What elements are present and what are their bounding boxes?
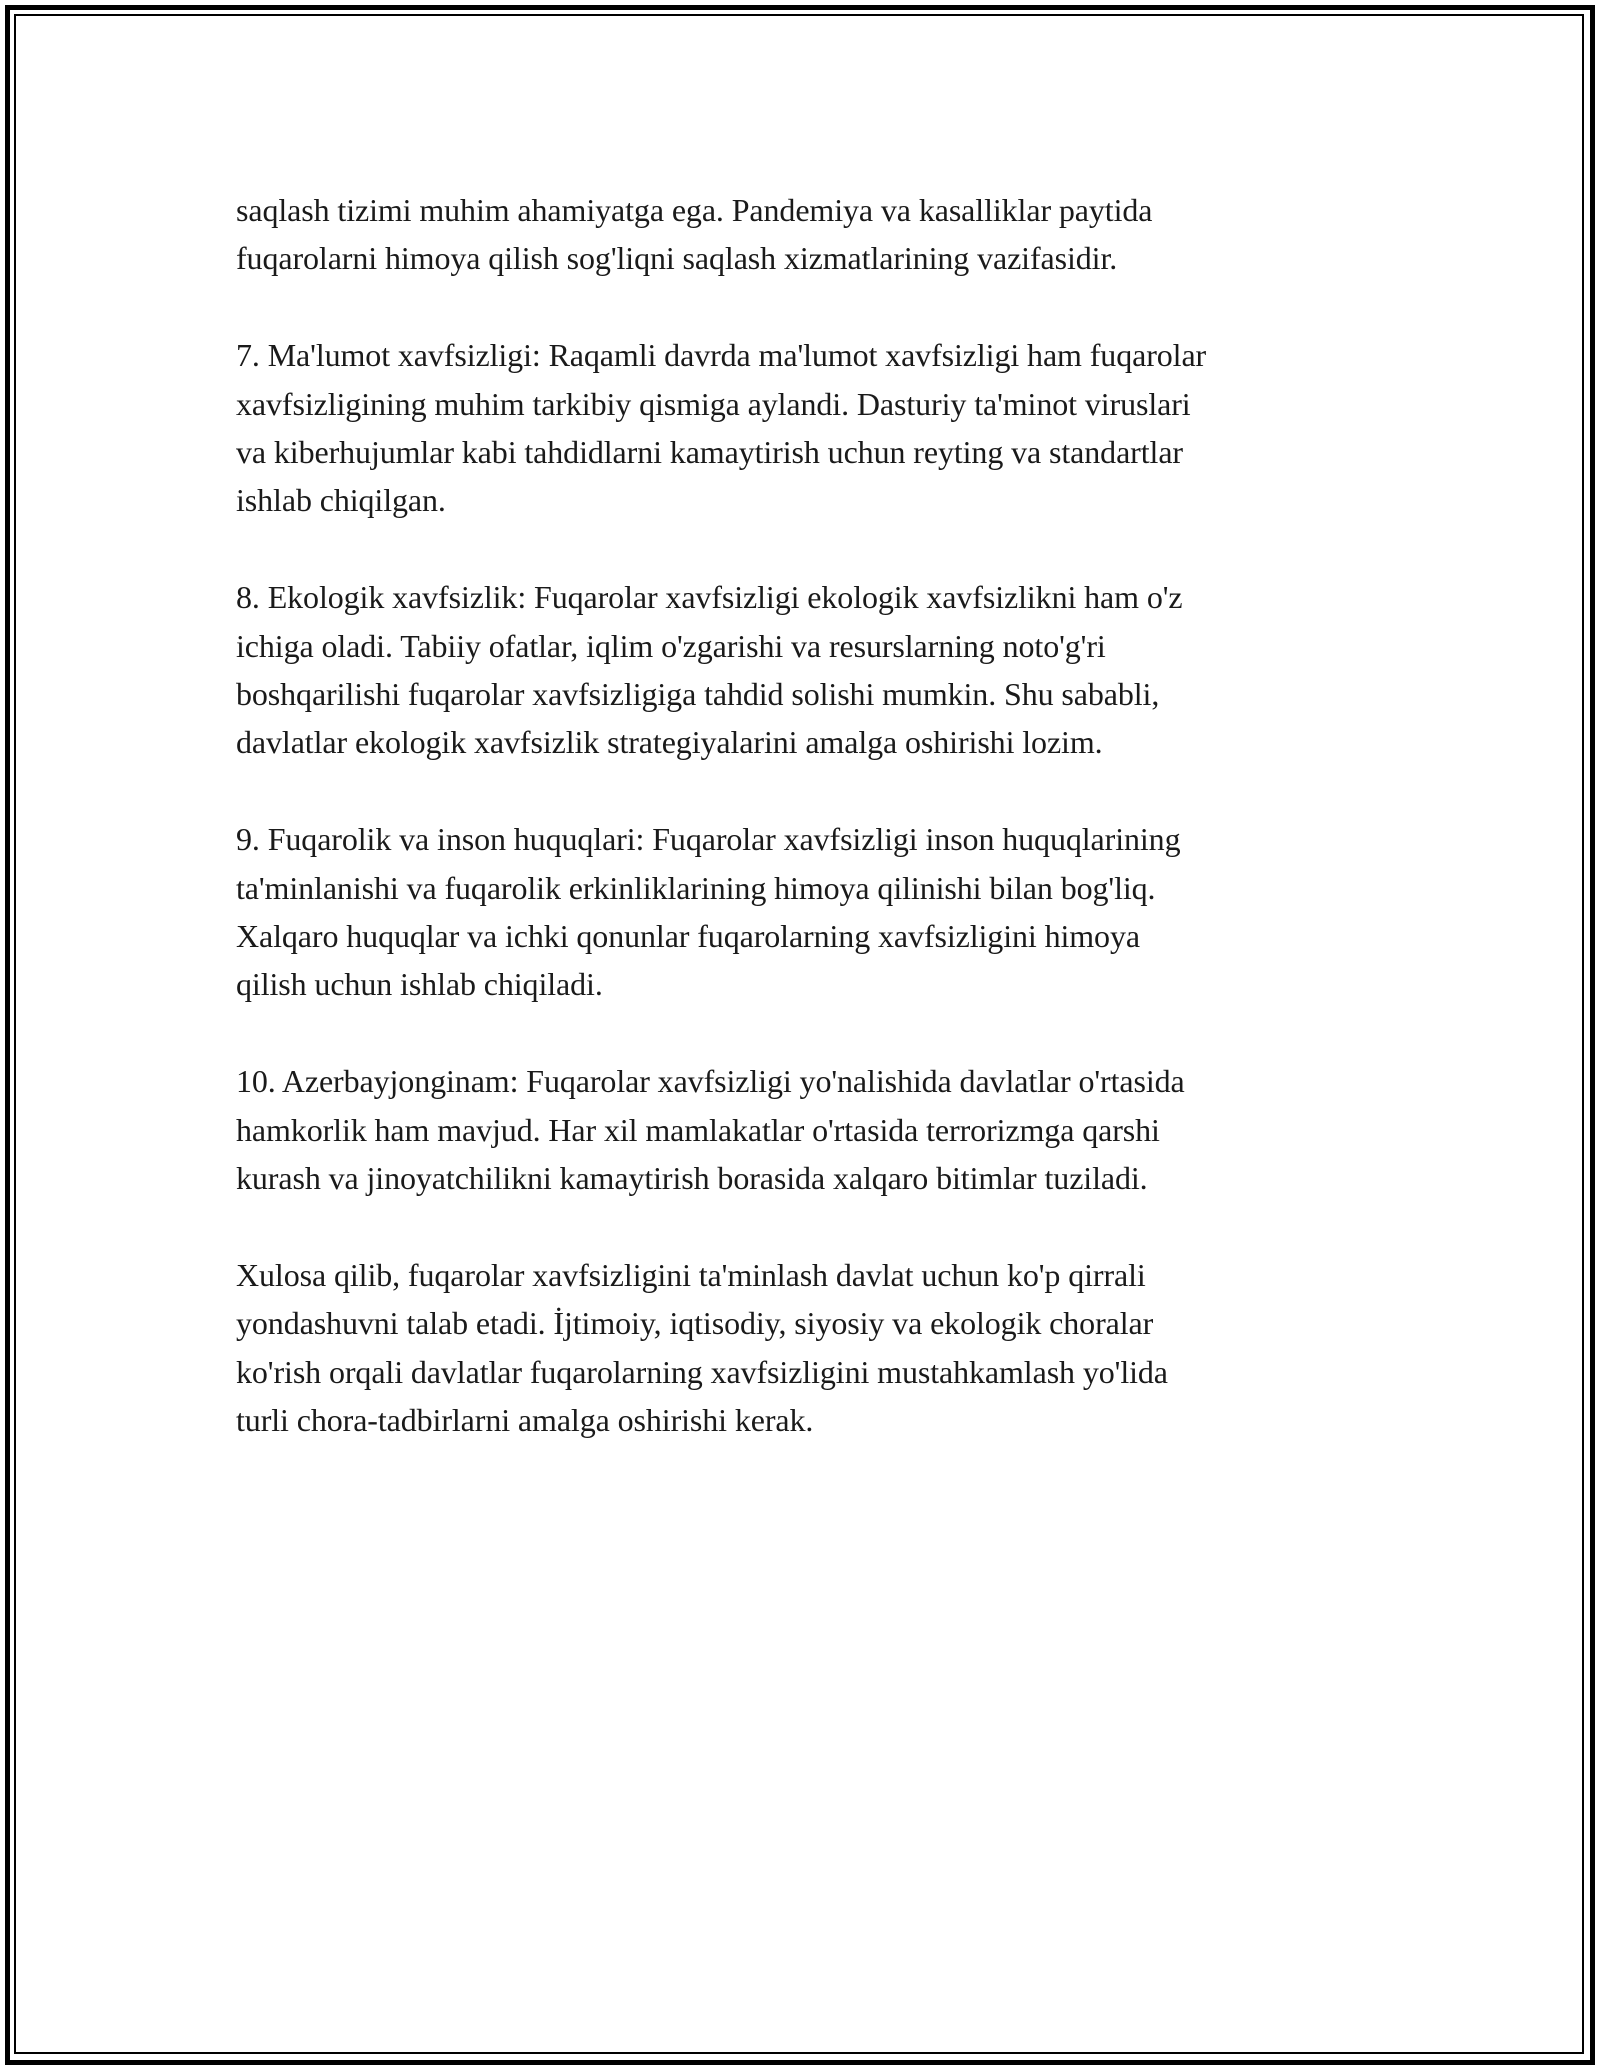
text-line: qilish uchun ishlab chiqiladi.	[236, 966, 603, 1003]
text-line: 10. Azerbayjonginam: Fuqarolar xavfsizligi yo'nalishida davlatlar o'rtasida	[236, 1063, 1185, 1100]
text-line: Xulosa qilib, fuqarolar xavfsizligini ta'minlash davlat uchun ko'p qirrali	[236, 1256, 1146, 1293]
text-line: Xalqaro huquqlar va ichki qonunlar fuqarolarning xavfsizligini himoya	[236, 918, 1140, 955]
text-line: boshqarilishi fuqarolar xavfsizligiga tahdid solishi mumkin. Shu sababli,	[236, 676, 1160, 713]
text-line: 8. Ekologik xavfsizlik: Fuqarolar xavfsizligi ekologik xavfsizlikni ham o'z	[236, 579, 1183, 616]
text-line: hamkorlik ham mavjud. Har xil mamlakatlar o'rtasida terrorizmga qarshi	[236, 1111, 1160, 1148]
text-line: ta'minlanishi va fuqarolik erkinliklarining himoya qilinishi bilan bog'liq.	[236, 869, 1156, 906]
text-line: xavfsizligining muhim tarkibiy qismiga aylandi. Dasturiy ta'minot viruslari	[236, 385, 1191, 422]
document-body	[236, 186, 1386, 1493]
text-line: fuqarolarni himoya qilish sog'liqni saqlash xizmatlarining vazifasidir.	[236, 240, 1118, 277]
paragraph-item-9	[236, 815, 1386, 1009]
text-line: ichiga oladi. Tabiiy ofatlar, iqlim o'zgarishi va resurslarning noto'g'ri	[236, 627, 1106, 664]
text-line: ishlab chiqilgan.	[236, 482, 446, 519]
text-line: saqlash tizimi muhim ahamiyatga ega. Pandemiya va kasalliklar paytida	[236, 192, 1153, 228]
text-line: yondashuvni talab etadi. İjtimoiy, iqtisodiy, siyosiy va ekologik choralar	[236, 1305, 1154, 1342]
text-line: turli chora-tadbirlarni amalga oshirishi kerak.	[236, 1402, 814, 1439]
text-line: ko'rish orqali davlatlar fuqarolarning xavfsizligini mustahkamlash yo'lida	[236, 1353, 1168, 1390]
text-line: va kiberhujumlar kabi tahdidlarni kamaytirish uchun reyting va standartlar	[236, 434, 1183, 471]
text-line: davlatlar ekologik xavfsizlik strategiyalarini amalga oshirishi lozim.	[236, 724, 1103, 761]
text-line: kurash va jinoyatchilikni kamaytirish borasida xalqaro bitimlar tuziladi.	[236, 1160, 1148, 1197]
paragraph-conclusion	[236, 1251, 1386, 1445]
paragraph-health-continued	[236, 186, 1386, 283]
text-line: 9. Fuqarolik va inson huquqlari: Fuqarolar xavfsizligi inson huquqlarining	[236, 821, 1181, 858]
paragraph-item-8	[236, 573, 1386, 767]
text-line: 7. Ma'lumot xavfsizligi: Raqamli davrda ma'lumot xavfsizligi ham fuqarolar	[236, 337, 1207, 374]
paragraph-item-10	[236, 1057, 1386, 1202]
paragraph-item-7	[236, 331, 1386, 525]
